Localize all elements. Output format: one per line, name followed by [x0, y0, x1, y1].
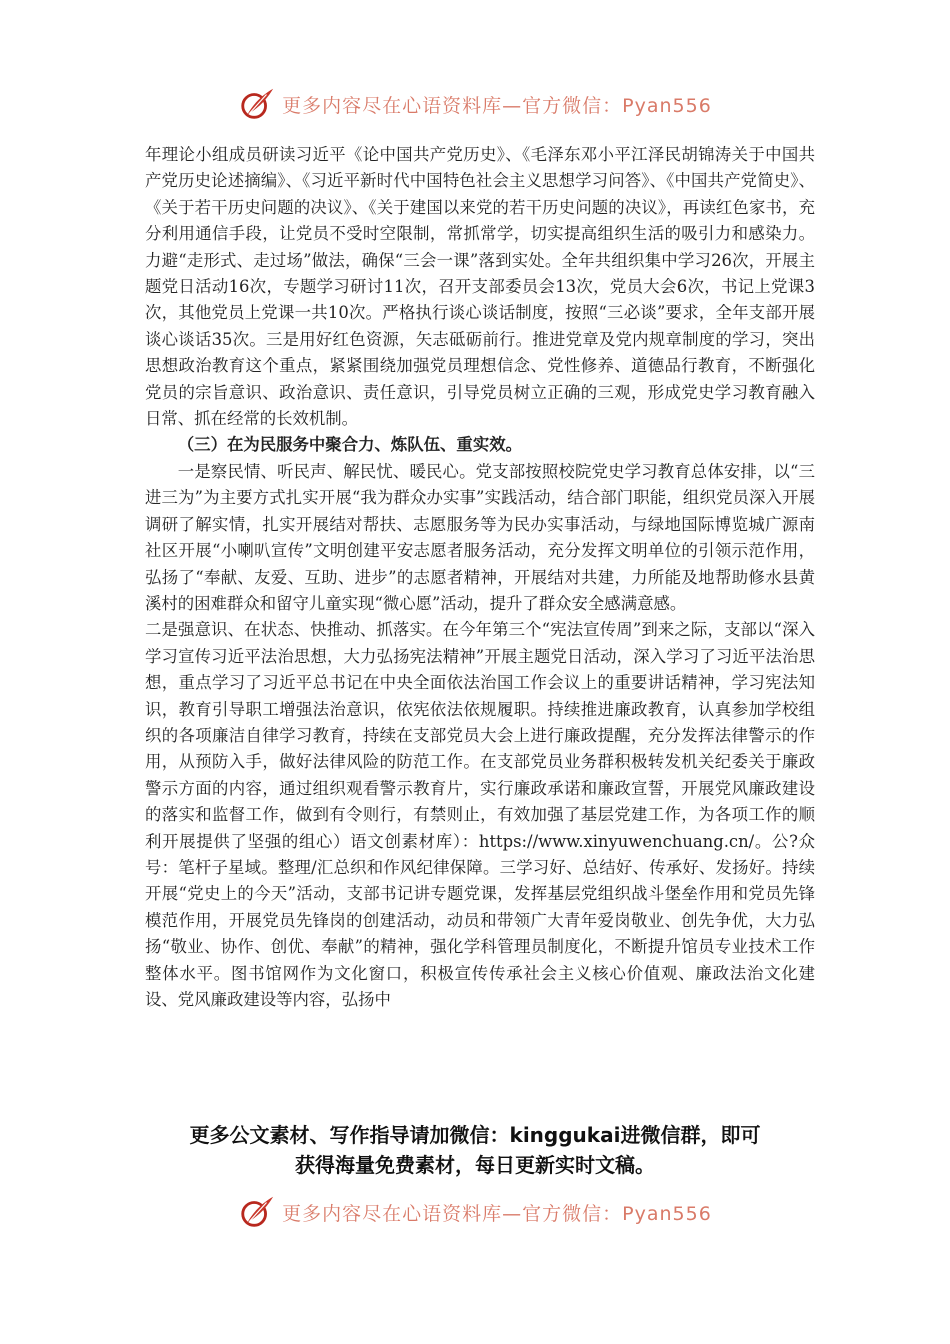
footer-banner [0, 1192, 950, 1232]
promo-notice-line: 获得海量免费素材，每日更新实时文稿。 [295, 1153, 655, 1177]
banner-text: 更多内容尽在心语资料库—官方微信：Pyan556 [282, 1202, 712, 1225]
paragraph: 二是强意识、在状态、快推动、抓落实。在今年第三个“宪法宣传周”到来之际，支部以“深入学习宣传习近平法治思想，大力弘扬宪法精神”开展主题党日活动，深入学习了习近平法治思想，重点学习了习近平总书记在中央全面依法治国工作会议上的重要讲话精神，学习宪法知识，教育引导职工增强法治意识，依宪依法依规履职。持续推进廉政教育，认真参加学校组织的各项廉洁自律学习教育，持续在支部党员大会上进行廉政提醒，充分发挥法律警示的作用，从预防入手，做好法律风险的防范工作。在支部党员业务群积极转发机关纪委关于廉政警示方面的内容，通过组织观看警示教育片，实行廉政承诺和廉政宣誓，开展党风廉政建设的落实和监督工作，做到有令则行，有禁则止，有效加强了基层党建工作，为各项工作的顺利开展提供了坚强的组心）语文创素材库）：https://www.xinyuwenchuang.cn/。公?众号：笔杆子星域。整理/汇总织和作风纪律保障。三学习好、总结好、传承好、发扬好。持续开展“党史上的今天”活动，支部书记讲专题党课，发挥基层党组织战斗堡垒作用和党员先锋模范作用，开展党员先锋岗的创建活动，动员和带领广大青年爱岗敬业、创先争优，大力弘扬“敬业、协作、创优、奉献”的精神，强化学科管理员制度化，不断提升馆员专业技术工作整体水平。图书馆网作为文化窗口，积极宣传传承社会主义核心价值观、廉政法治文化建设、党风廉政建设等内容，弘扬中 [145, 620, 815, 1009]
section-heading: （三）在为民服务中聚合力、炼队伍、重实效。 [177, 435, 522, 455]
feather-logo-icon [238, 1193, 276, 1231]
paragraph: 年理论小组成员研读习近平《论中国共产党历史》、《毛泽东邓小平江泽民胡锦涛关于中国共产党历史论述摘编》、《习近平新时代中国特色社会主义思想学习问答》、《中国共产党简史》、《关于若干历史问题的决议》、《关于建国以来党的若干历史问题的决议》，再读红色家书，充分利用通信手段，让党员不受时空限制，常抓常学，切实提高组织生活的吸引力和感染力。力避“走形式、走过场”做法，确保“三会一课”落到实处。全年共组织集中学习26次，开展主题党日活动16次，专题学习研讨11次，召开支部委员会13次，党员大会6次，书记上党课3次，其他党员上党课一共10次。严格执行谈心谈话制度，按照“三必谈”要求，全年支部开展谈心谈话35次。三是用好红色资源，矢志砥砺前行。推进党章及党内规章制度的学习，突出思想政治教育这个重点，紧紧围绕加强党员理想信念、党性修养、道德品行教育，不断强化党员的宗旨意识、政治意识、责任意识，引导党员树立正确的三观，形成党史学习教育融入日常、抓在经常的长效机制。 [145, 145, 815, 429]
promo-notice [120, 1120, 830, 1180]
promo-notice-line: 更多公文素材、写作指导请加微信：kinggukai进微信群，即可 [189, 1123, 761, 1147]
paragraph: 一是察民情、听民声、解民忧、暖民心。党支部按照校院党史学习教育总体安排，以“三进三为”为主要方式扎实开展“我为群众办实事”实践活动，结合部门职能，组织党员深入开展调研了解实情，扎实开展结对帮扶、志愿服务等为民办实事活动，与绿地国际博览城广源南社区开展“小喇叭宣传”文明创建平安志愿者服务活动，充分发挥文明单位的引领示范作用，弘扬了“奉献、友爱、互助、进步”的志愿者精神，开展结对共建，力所能及地帮助修水县黄溪村的困难群众和留守儿童实现“微心愿”活动，提升了群众安全感满意感。 [145, 461, 815, 613]
feather-logo-icon [238, 85, 276, 123]
document-body [145, 142, 815, 1013]
header-banner [0, 84, 950, 124]
banner-text: 更多内容尽在心语资料库—官方微信：Pyan556 [282, 94, 712, 117]
